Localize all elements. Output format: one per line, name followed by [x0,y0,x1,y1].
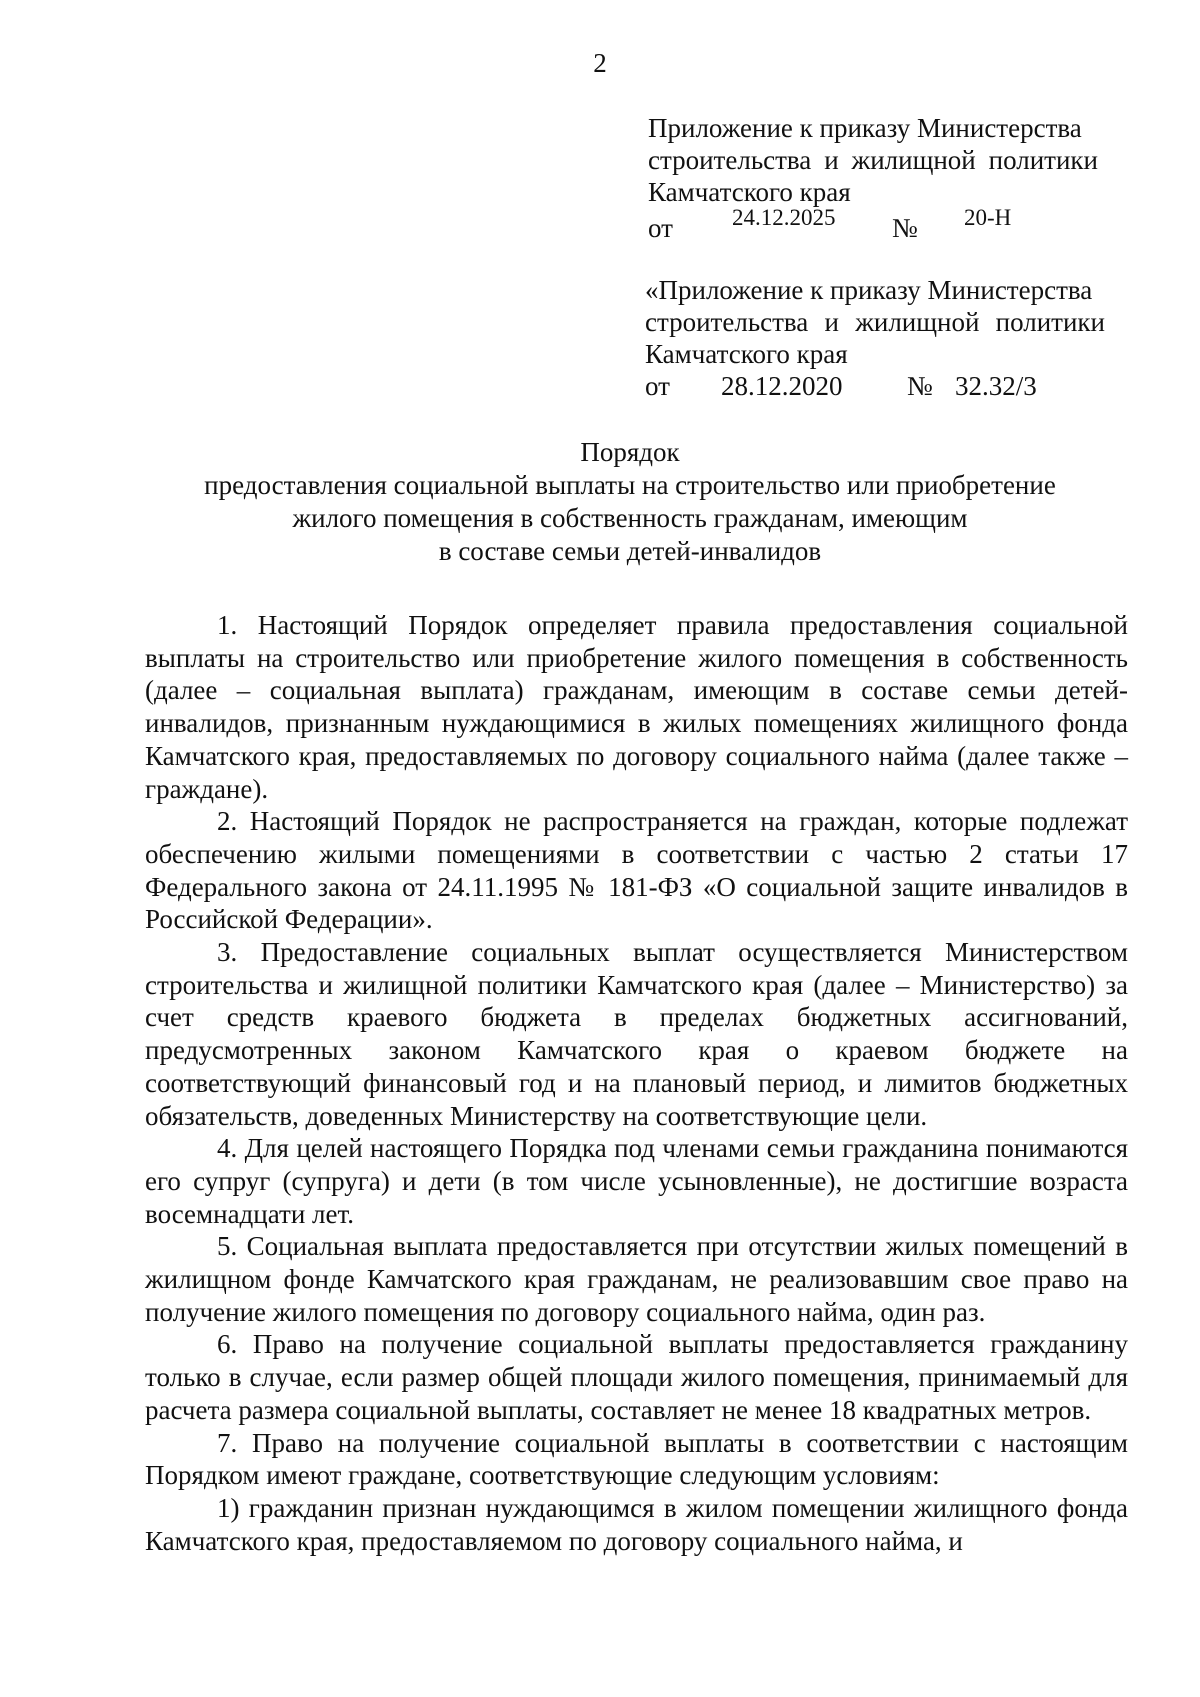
title-line-2: предоставления социальной выплаты на строительство или приобретение [204,470,1056,500]
date-prefix: от [645,371,670,401]
appendix-original-date-row [645,370,1105,402]
paragraph-3: 3. Предоставление социальных выплат осуществляется Министерством строительства и жилищной политики Камчатского края (далее – Министерство) за счет средств краевого бюджета в пределах бюджетных ассигнований, предусмотренных законом Камчатского края о краевом бюджете на соответствующий финансовый год и на плановый период, и лимитов бюджетных обязательств, доведенных Министерству на соответствующие цели. [145,937,1128,1131]
paragraph-4: 4. Для целей настоящего Порядка под членами семьи гражданина понимаются его супруг (супруга) и дети (в том числе усыновленные), не достигшие возраста восемнадцати лет. [145,1133,1128,1229]
page-number: 2 [593,48,607,78]
paragraph-6: 6. Право на получение социальной выплаты предоставляется гражданину только в случае, если размер общей площади жилого помещения, принимаемый для расчета размера социальной выплаты, составляет не менее 18 квадратных метров. [145,1329,1128,1425]
appendix-original-line-1: «Приложение к приказу Министерства [645,275,1093,305]
number-sign: № [892,213,918,243]
date-prefix: от [648,213,673,243]
appendix-date-row [648,205,1098,243]
appendix-line-1: Приложение к приказу Министерства [648,113,1082,143]
appendix-line-2: строительства и жилищной политики [648,145,1098,175]
title-line-1: Порядок [580,437,680,467]
appendix-original-date: 28.12.2020 [721,371,843,401]
appendix-date: 24.12.2025 [732,205,836,230]
appendix-original-line-2: строительства и жилищной политики [645,307,1105,337]
appendix-line-3: Камчатского края [648,177,851,207]
appendix-original-number: 32.32/3 [955,371,1037,401]
paragraph-1: 1. Настоящий Порядок определяет правила предоставления социальной выплаты на строительство или приобретение жилого помещения в собственность (далее – социальная выплата) гражданам, имеющим в составе семьи детей-инвалидов, признанным нуждающимися в жилых помещениях жилищного фонда Камчатского края, предоставляемых по договору социального найма (далее также – граждане). [145,610,1128,804]
appendix-current-header [648,112,1098,243]
appendix-original-header [645,274,1105,402]
document-body [145,609,1128,1557]
document-title [140,436,1120,568]
appendix-number: 20-Н [964,205,1012,230]
paragraph-7-item-1: 1) гражданин признан нуждающимся в жилом помещении жилищного фонда Камчатского края, предоставляемом по договору социального найма, и [145,1492,1128,1556]
appendix-original-line-3: Камчатского края [645,339,848,369]
paragraph-7: 7. Право на получение социальной выплаты в соответствии с настоящим Порядком имеют граждане, соответствующие следующим условиям: [145,1427,1128,1491]
paragraph-5: 5. Социальная выплата предоставляется при отсутствии жилых помещений в жилищном фонде Камчатского края гражданам, не реализовавшим свое право на получение жилого помещения по договору социального найма, один раз. [145,1231,1128,1327]
title-line-4: в составе семьи детей-инвалидов [438,536,822,566]
number-sign: № [907,371,933,401]
paragraph-2: 2. Настоящий Порядок не распространяется на граждан, которые подлежат обеспечению жилыми помещениями в соответствии с частью 2 статьи 17 Федерального закона от 24.11.1995 № 181-ФЗ «О социальной защите инвалидов в Российской Федерации». [145,806,1128,935]
title-line-3: жилого помещения в собственность гражданам, имеющим [292,503,968,533]
